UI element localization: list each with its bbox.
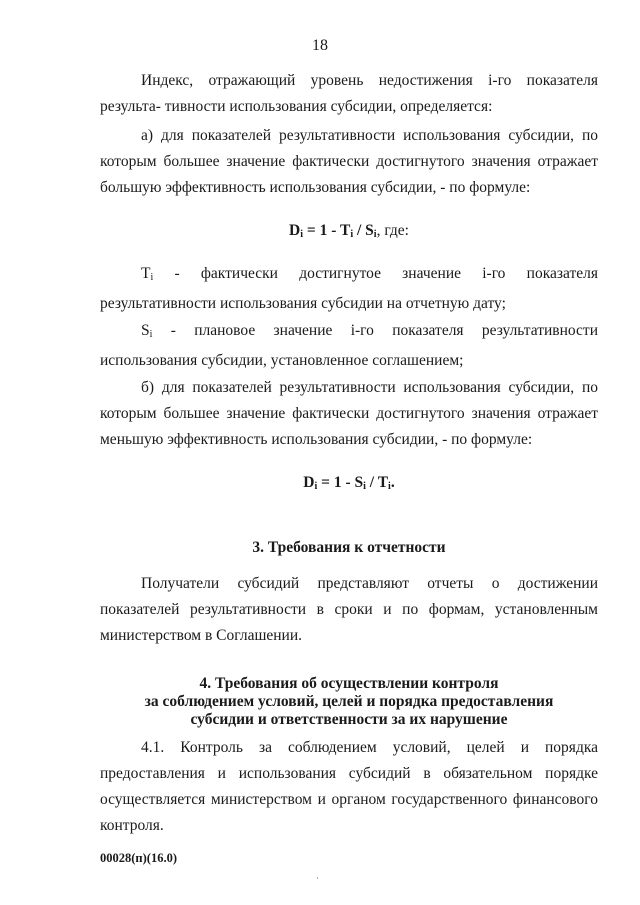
section4-heading — [100, 675, 598, 729]
formula-b: $D_i = 1 - S_i / T_i$. — [303, 474, 395, 492]
section3-heading: 3. Требования к отчетности — [252, 539, 446, 556]
section3-paragraph: Получатели субсидий представляют отчеты о достижении показателей результативности в сроки и по формам, установленным министерством в Соглашении. — [100, 575, 598, 644]
item-a-paragraph: а) для показателей результативности использования субсидии, по которым большее значение фактически достигнутого значения отражает большую эффективность использования субсидии, - по формуле: — [100, 127, 598, 196]
definition-t: $T_i$ - фактически достигнутое значение i-го показателя результативности использования субсидии на отчетную дату; — [100, 265, 598, 312]
page-number: 18 — [312, 37, 328, 54]
section4-paragraph: 4.1. Контроль за соблюдением условий, целей и порядка предоставления и использования субсидий в обязательном порядке осуществляется министерством и органом государственного финансового контроля. — [100, 739, 598, 834]
section4-heading-line1: 4. Требования об осуществлении контроля — [199, 675, 499, 692]
definition-s: $S_i$ - плановое значение i-го показателя результативности использования субсидии, установленное соглашением; — [100, 322, 598, 369]
index-intro-paragraph: Индекс, отражающий уровень недостижения i-го показателя результа- тивности использования субсидии, определяется: — [100, 72, 598, 115]
section4-heading-line3: субсидии и ответственности за их нарушение — [190, 711, 508, 728]
document-body — [100, 68, 598, 839]
item-b-paragraph: б) для показателей результативности использования субсидии, по которым большее значение фактически достигнутого значения отражает меньшую эффективность использования субсидии, - по формуле: — [100, 379, 598, 448]
section4-heading-line2: за соблюдением условий, целей и порядка предоставления — [144, 693, 554, 710]
formula-a: $D_i = 1 - T_i / S_i$, где: — [289, 222, 409, 240]
document-code: 00028(п)(16.0) — [100, 851, 177, 865]
scan-mark: · — [316, 873, 319, 883]
